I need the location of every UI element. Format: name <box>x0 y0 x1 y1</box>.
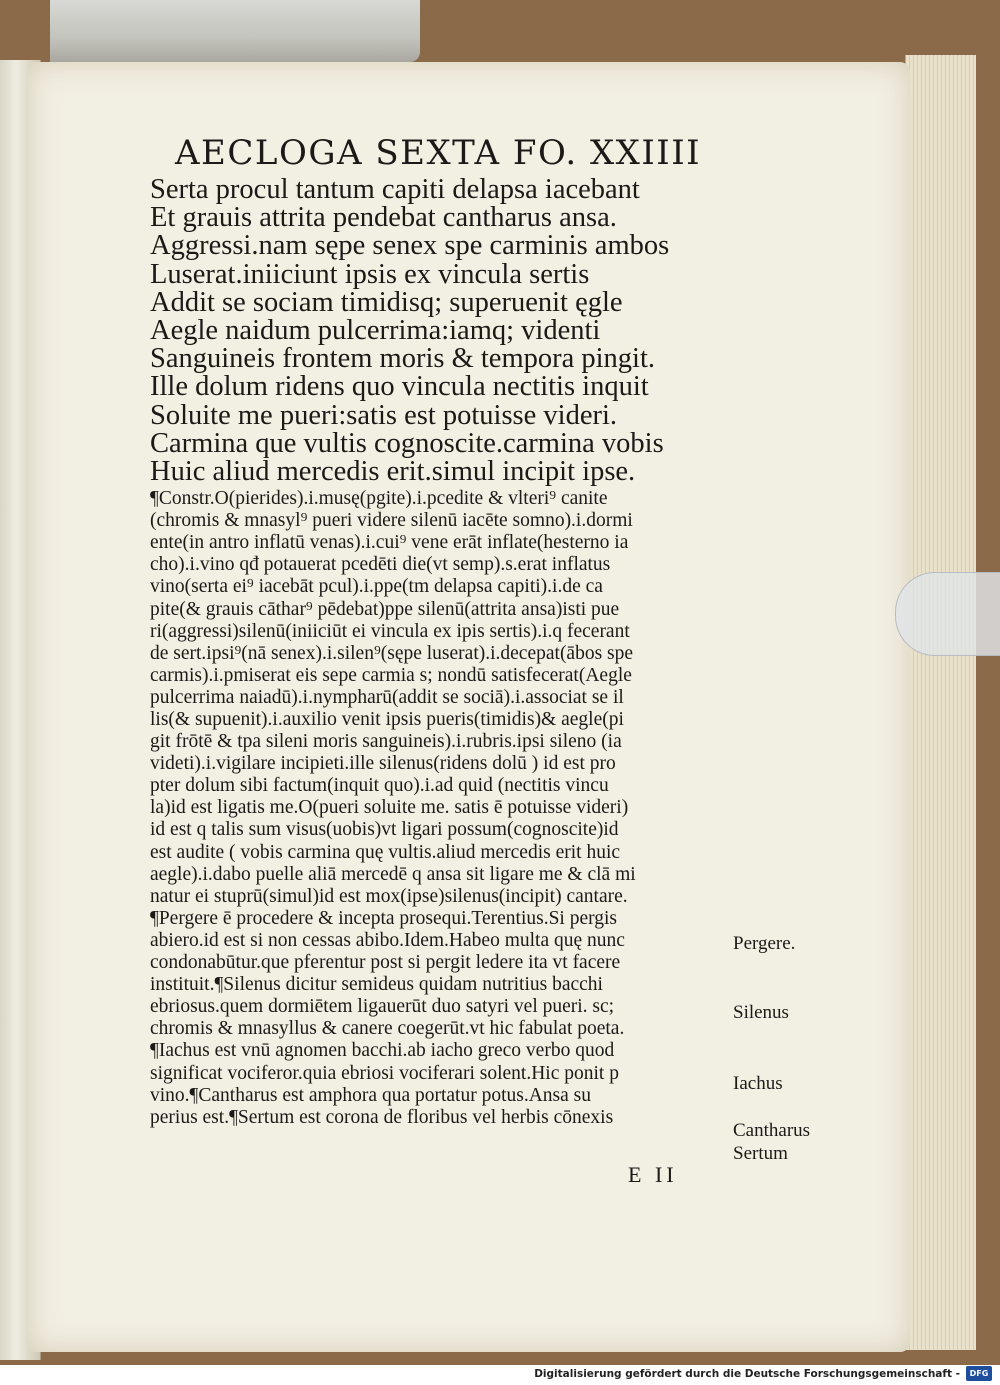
marginal-note-sertum: Sertum <box>733 1143 788 1164</box>
commentary-line: (chromis & mnasyl⁹ pueri videre silenū iacēte somno).i.dormi <box>150 510 633 532</box>
commentary-line: id est q talis sum visus(uobis)vt ligari possum(cognoscite)id <box>150 819 619 841</box>
commentary-line: ente(in antro inflatū venas).i.cui⁹ vene erāt inflate(hesterno ia <box>150 532 629 554</box>
commentary-line: git frōtē & tpa sileni moris sanguineis).i.rubris.ipsi sileno (ia <box>150 731 622 753</box>
signature-mark: E II <box>628 1162 678 1187</box>
verse-line: Soluite me pueri:satis est potuisse videri. <box>150 399 618 431</box>
verse-line: Carmina que vultis cognoscite.carmina vobis <box>150 427 664 459</box>
commentary-line: condonabūtur.que pferentur post si pergit ledere ita vt facere <box>150 952 621 974</box>
commentary-line: ebriosus.quem dormiētem ligauerūt duo satyri vel pueri. sc; <box>150 996 615 1018</box>
commentary-line: de sert.ipsi⁹(nā senex).i.silen⁹(sępe luserat).i.decepat(ābos spe <box>150 642 634 664</box>
verse-line: Sanguineis frontem moris & tempora pingit. <box>150 343 656 375</box>
dfg-logo-icon: DFG <box>966 1366 992 1381</box>
binding-strip <box>50 0 420 62</box>
commentary-line: ¶Iachus est vnū agnomen bacchi.ab iacho greco verbo quod <box>150 1040 615 1062</box>
commentary-line: significat vociferor.quia ebriosi vociferari solent.Hic ponit p <box>150 1062 619 1084</box>
verse-line: Aggressi.nam sępe senex spe carminis ambos <box>150 230 670 262</box>
marginal-note-pergere: Pergere. <box>733 933 796 954</box>
commentary-line: vino.¶Cantharus est amphora qua portatur potus.Ansa su <box>150 1084 592 1106</box>
commentary-block <box>150 488 730 1129</box>
marginal-note-silenus: Silenus <box>733 1002 789 1023</box>
commentary-line: chromis & mnasyllus & canere coegerūt.vt hic fabulat poeta. <box>150 1018 625 1040</box>
commentary-line: lis(& supuenit).i.auxilio venit ipsis pueris(timidis)& aegle(pi <box>150 709 624 730</box>
commentary-line: carmis).i.pmiserat eis sepe carmia s; nondū satisfecerat(Aegle <box>150 664 632 686</box>
commentary-line: abiero.id est si non cessas abibo.Idem.Habeo multa quę nunc <box>150 929 625 951</box>
verse-line: Ille dolum ridens quo vincula nectitis inquit <box>150 371 649 403</box>
page-header: AECLOGA SEXTA FO. XXIIII <box>175 133 702 173</box>
page-stack-edge <box>905 55 976 1350</box>
marginal-note-cantharus: Cantharus <box>733 1120 811 1141</box>
verse-line: Et grauis attrita pendebat cantharus ansa. <box>150 202 617 234</box>
marginal-note-iachus: Iachus <box>733 1073 783 1094</box>
commentary-line: ri(aggressi)silenū(iniiciūt ei vincula ex ipis sertis).i.q fecerant <box>150 620 630 642</box>
commentary-line: perius est.¶Sertum est corona de floribus vel herbis cōnexis <box>150 1106 614 1128</box>
page-clip <box>895 572 1000 656</box>
commentary-line: vino(serta ei⁹ iacebāt pcul).i.ppe(tm delapsa capiti).i.de ca <box>150 576 603 598</box>
commentary-line: natur ei stuprū(simul)id est mox(ipse)silenus(incipit) cantare. <box>150 885 628 907</box>
commentary-line: cho).i.vino qđ potauerat pcedēti die(vt semp).s.erat inflatus <box>150 554 611 576</box>
verse-line: Luserat.iniiciunt ipsis ex vincula sertis <box>150 258 590 290</box>
commentary-line: est audite ( vobis carmina quę vultis.aliud mercedis erit huic <box>150 841 621 863</box>
verse-line: Addit se sociam timidisq; superuenit ęgle <box>150 286 623 318</box>
commentary-line: instituit.¶Silenus dicitur semideus quidam nutritius bacchi <box>150 974 603 996</box>
funding-credit: Digitalisierung gefördert durch die Deutsche Forschungsgemeinschaft - <box>534 1368 960 1380</box>
commentary-line: ¶Constr.O(pierides).i.musę(pgite).i.pcedite & vlteri⁹ canite <box>150 488 608 510</box>
commentary-line: videti).i.vigilare incipieti.ille silenus(ridens dolū ) id est pro <box>150 753 616 775</box>
commentary-line: pter dolum sibi factum(inquit quo).i.ad quid (nectitis vincu <box>150 775 609 797</box>
commentary-line: ¶Pergere ē procedere & incepta prosequi.Terentius.Si pergis <box>150 907 618 929</box>
verse-line: Serta procul tantum capiti delapsa iacebant <box>150 174 640 205</box>
verse-line: Aegle naidum pulcerrima:iamq; videnti <box>150 314 601 346</box>
commentary-line: pite(& grauis cāthar⁹ pēdebat)ppe silenū(attrita ansa)isti pue <box>150 598 620 620</box>
commentary-line: aegle).i.dabo puelle aliā mercedē q ansa sit ligare me & clā mi <box>150 863 636 885</box>
verse-line: Huic aliud mercedis erit.simul incipit ipse. <box>150 455 636 487</box>
text-block <box>150 130 730 1129</box>
commentary-line: pulcerrima naiadū).i.nympharū(addit se sociā).i.associat se il <box>150 686 624 708</box>
commentary-line: la)id est ligatis me.O(pueri soluite me. satis ē potuisse videri) <box>150 797 629 819</box>
verse-block <box>150 176 730 486</box>
